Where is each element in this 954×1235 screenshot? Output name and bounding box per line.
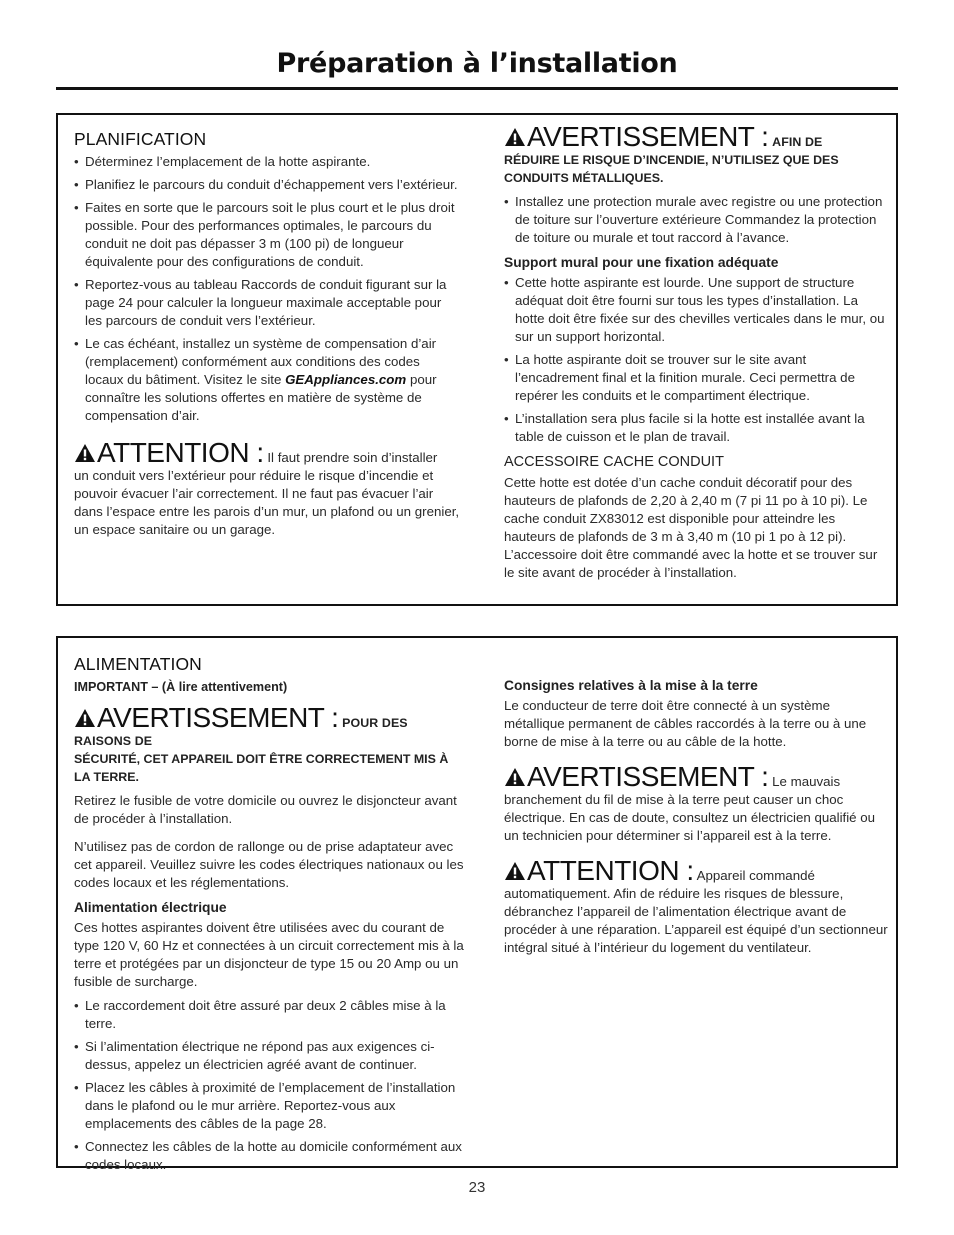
- avertissement-first-line: [504, 763, 890, 791]
- warning-triangle-icon: [504, 767, 526, 787]
- warning-triangle-icon: [74, 443, 96, 463]
- avertissement-block: [504, 763, 890, 845]
- attention-word: ATTENTION :: [97, 437, 264, 468]
- warning-triangle-icon: [504, 127, 526, 147]
- bullet5-after: pour connaître les solutions offertes en matière de système de compensation d’air.: [85, 372, 437, 423]
- attention-block: [74, 439, 460, 539]
- alimentation-electrique-text: Ces hottes aspirantes doivent être utilisées avec du courant de type 120 V, 60 Hz et connectées à un circuit correctement mis à la terre et protégées par un disjoncteur de type 15 ou 20 Amp ou un fusible de surcharge.: [74, 920, 464, 989]
- planification-heading: PLANIFICATION: [74, 129, 207, 149]
- important-note: IMPORTANT – (À lire attentivement): [74, 680, 288, 694]
- alimentation-para2: N’utilisez pas de cordon de rallonge ou de prise adaptateur avec cet appareil. Veuillez suivre les codes électriques nationaux ou les codes locaux et les réglementations.: [74, 839, 464, 890]
- attention-word: ATTENTION :: [527, 855, 694, 886]
- attention-first-line: [504, 857, 890, 885]
- avertissement-block: [504, 123, 890, 187]
- avertissement-inline-text: Le mauvais: [772, 774, 841, 789]
- alimentation-left-column: [74, 654, 464, 1179]
- avertissement-caps-text: RÉDUIRE LE RISQUE D’INCENDIE, N’UTILISEZ QUE DES CONDUITS MÉTALLIQUES.: [504, 153, 839, 185]
- avertissement-first-line: [504, 123, 890, 151]
- avertissement-word: AVERTISSEMENT :: [527, 761, 769, 792]
- alimentation-box: [56, 636, 898, 1172]
- page-title: Préparation à l’installation: [276, 48, 678, 79]
- avertissement-caps-text: SÉCURITÉ, CET APPAREIL DOIT ÊTRE CORRECTEMENT MIS À LA TERRE.: [74, 752, 449, 784]
- list-item: • Cette hotte aspirante est lourde. Une support de structure adéquat doit être fourni sur tous les types d’installation. La hotte doit être fixée sur des chevilles verticales dans le mur, ou sur un support horizontal.: [504, 274, 890, 346]
- list-item: [74, 335, 460, 425]
- attention-inline-text: Appareil commandé: [696, 868, 815, 883]
- avertissement-list: [504, 193, 890, 247]
- alimentation-heading: ALIMENTATION: [74, 654, 202, 674]
- list-item: • L’installation sera plus facile si la hotte est installée avant la table de cuisson et le plan de travail.: [504, 410, 890, 446]
- list-item: • Si l’alimentation électrique ne répond pas aux exigences ci-dessus, appelez un électricien agréé avant de continuer.: [74, 1038, 464, 1074]
- accessoire-text: Cette hotte est dotée d’un cache conduit décoratif pour des hauteurs de plafonds de 2,20 à 2,40 m (7 pi 11 po à 10 pi). Le cache conduit ZX83012 est disponible pour atteindre les hauteurs de plafonds de 3 m à 3,40 m (10 pi 1 po à 12 pi). L’accessoire doit être commandé avec la hotte et se trouver sur le site avant de procéder à l’installation.: [504, 475, 878, 580]
- attention-inline-text: Il faut prendre soin d’installer: [267, 450, 438, 465]
- attention-text: un conduit vers l’extérieur pour réduire le risque d’incendie et pouvoir évacuer l’air correctement. Il ne faut pas évacuer l’air dans l’espace entre les parois d’un mur, un plafond ou un grenier, un espace sanitaire ou un garage.: [74, 468, 460, 537]
- list-item: • Connectez les câbles de la hotte au domicile conformément aux codes locaux.: [74, 1138, 464, 1174]
- warning-triangle-icon: [504, 861, 526, 881]
- title-rule: [56, 87, 898, 90]
- planning-box: [56, 113, 898, 606]
- mise-a-la-terre-text: Le conducteur de terre doit être connecté à un système métallique permanent de câbles raccordés à la terre ou à une borne de mise à la terre ou au câble de la hotte.: [504, 698, 867, 749]
- alimentation-electrique-heading: Alimentation électrique: [74, 900, 227, 915]
- alimentation-right-column: [504, 678, 890, 957]
- planning-left-column: [74, 129, 460, 539]
- list-item: • Déterminez l’emplacement de la hotte aspirante.: [74, 153, 460, 171]
- attention-first-line: [74, 439, 460, 467]
- list-item: • Faites en sorte que le parcours soit le plus court et le plus droit possible. Pour des performances optimales, le parcours du conduit ne doit pas dépasser 3 m (100 pi) de longueur équivalente pour des configurations de conduit.: [74, 199, 460, 271]
- list-item: • Placez les câbles à proximité de l’emplacement de l’installation dans le plafond ou le mur arrière. Reportez-vous aux emplacements des câbles de la page 28.: [74, 1079, 464, 1133]
- alimentation-para1: Retirez le fusible de votre domicile ou ouvrez le disjoncteur avant de procéder à l’installation.: [74, 793, 457, 826]
- list-item: • Installez une protection murale avec registre ou une protection de toiture sur l’ouverture extérieure Commandez la protection de toiture ou murale et tout raccord à l’avance.: [504, 193, 890, 247]
- ge-appliances-site: GEAppliances.com: [285, 372, 407, 387]
- page-number: 23: [468, 1179, 486, 1196]
- avertissement-block: [74, 704, 464, 786]
- list-item: • Planifiez le parcours du conduit d’échappement vers l’extérieur.: [74, 176, 460, 194]
- mise-a-la-terre-heading: Consignes relatives à la mise à la terre: [504, 678, 758, 693]
- support-heading: Support mural pour une fixation adéquate: [504, 255, 779, 270]
- list-item: • La hotte aspirante doit se trouver sur le site avant l’encadrement final et la finition murale. Ceci permettra de repérer les conduits et le compartiment électrique.: [504, 351, 890, 405]
- avertissement-inline-caps: POUR DES RAISONS DE: [74, 716, 408, 748]
- attention-text: automatiquement. Afin de réduire les risques de blessure, débranchez l’appareil de l’alimentation électrique avant de procéder à une réparation. L’appareil est équipé d’un sectionneur intégral situé à l’intérieur du logement du ventilateur.: [504, 886, 888, 955]
- avertissement-inline-caps: AFIN DE: [772, 135, 823, 149]
- warning-triangle-icon: [74, 708, 96, 728]
- avertissement-word: AVERTISSEMENT :: [97, 702, 339, 733]
- planification-list: [74, 153, 460, 425]
- bullet5-before: Le cas échéant, installez un système de compensation d’air (remplacement) conformément aux conditions des codes locaux du bâtiment. Visitez le site: [85, 336, 437, 387]
- alimentation-electrique-list: [74, 997, 464, 1174]
- list-item: • Reportez-vous au tableau Raccords de conduit figurant sur la page 24 pour calculer la longueur maximale acceptable pour les parcours de conduit vers l’extérieur.: [74, 276, 460, 330]
- planning-right-column: [504, 123, 890, 582]
- accessoire-heading: ACCESSOIRE CACHE CONDUIT: [504, 454, 724, 470]
- support-list: [504, 274, 890, 446]
- attention-block: [504, 857, 890, 957]
- avertissement-word: AVERTISSEMENT :: [527, 121, 769, 152]
- list-item: • Le raccordement doit être assuré par deux 2 câbles mise à la terre.: [74, 997, 464, 1033]
- avertissement-text: branchement du fil de mise à la terre peut causer un choc électrique. En cas de doute, consultez un électricien qualifié ou un technicien pour déterminer si l’appareil est à la terre.: [504, 792, 876, 843]
- avertissement-first-line: [74, 704, 464, 750]
